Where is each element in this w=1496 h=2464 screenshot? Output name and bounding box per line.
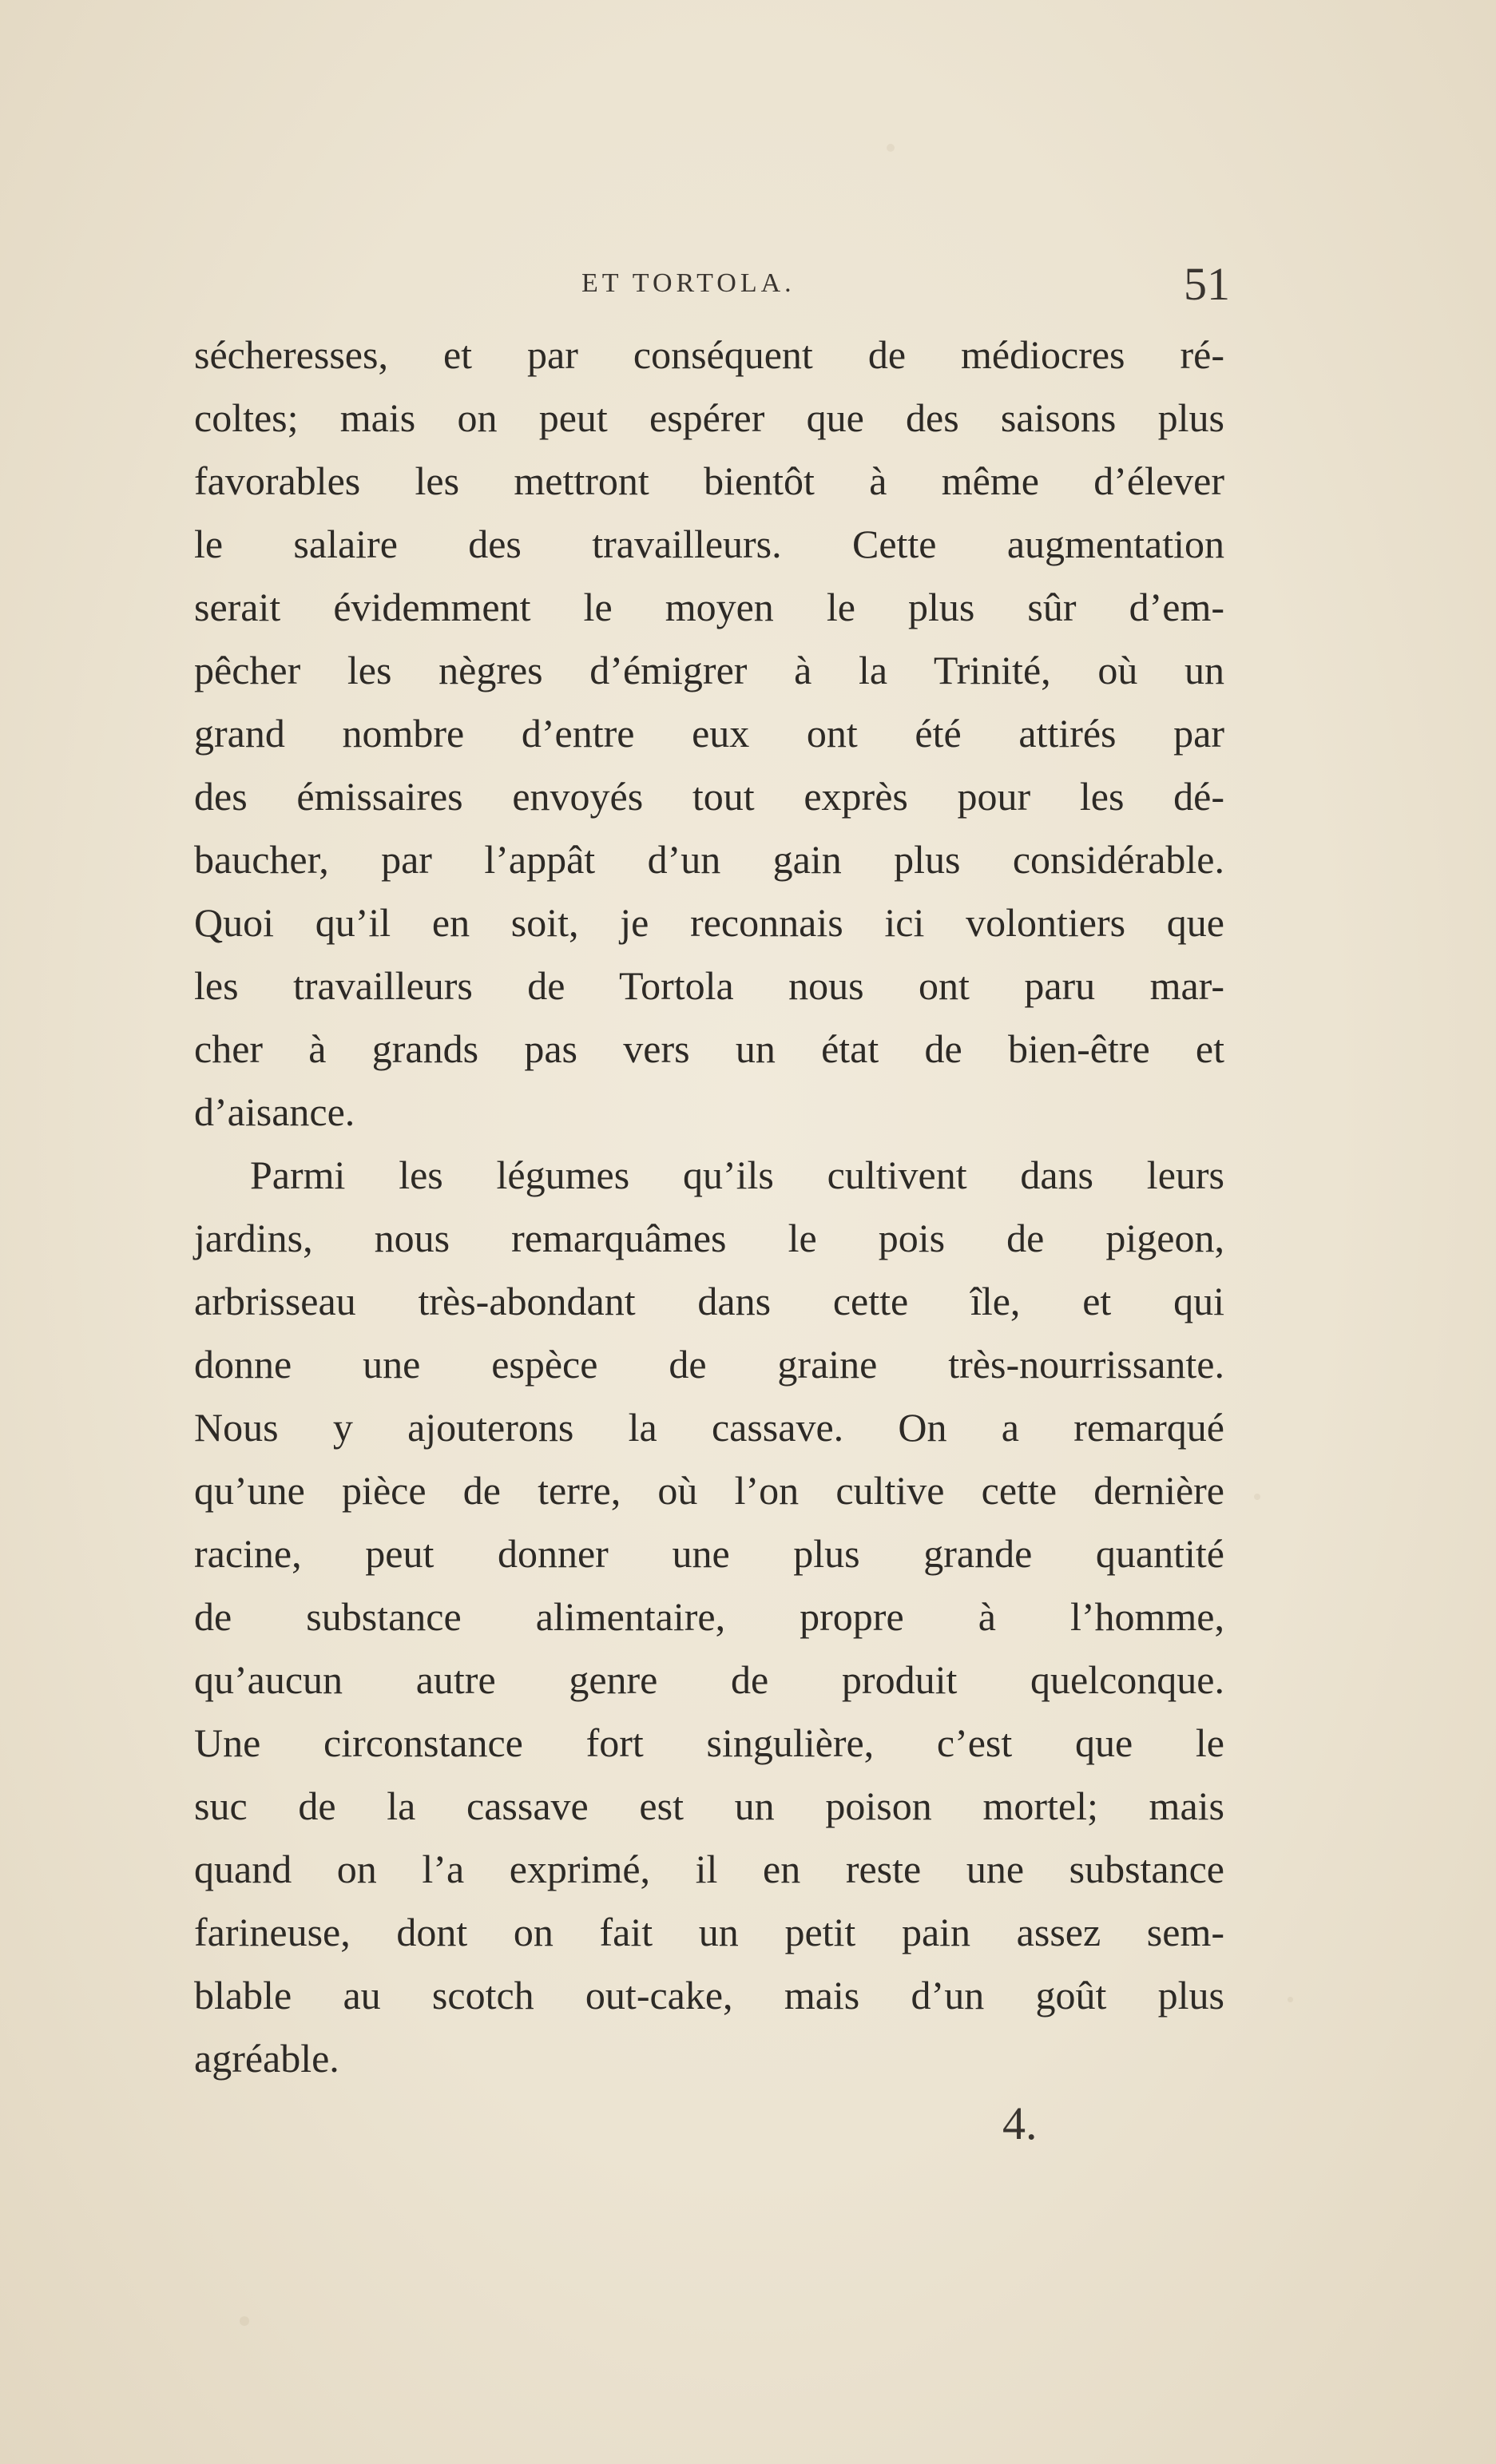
body-text — [194, 323, 1224, 2090]
text-line: de substance alimentaire, propre à l’homme, — [194, 1594, 1224, 1639]
text-line: quand on l’a exprimé, il en reste une substance — [194, 1847, 1224, 1891]
text-line: arbrisseau très-abondant dans cette île, et qui — [194, 1279, 1224, 1323]
text-line: grand nombre d’entre eux ont été attirés par — [194, 711, 1224, 756]
text-line: agréable. — [194, 2036, 339, 2081]
text-line: suc de la cassave est un poison mortel; mais — [194, 1784, 1224, 1828]
text-line: les travailleurs de Tortola nous ont paru mar- — [194, 963, 1224, 1008]
text-line: farineuse, dont on fait un petit pain assez sem- — [194, 1910, 1224, 1954]
text-line: sécheresses, et par conséquent de médiocres ré- — [194, 332, 1224, 377]
running-title: ET TORTOLA. — [581, 268, 796, 298]
text-line: Une circonstance fort singulière, c’est que le — [194, 1720, 1224, 1765]
text-line: Quoi qu’il en soit, je reconnais ici volontiers que — [194, 900, 1224, 945]
text-line: favorables les mettront bientôt à même d’élever — [194, 458, 1224, 503]
text-line: coltes; mais on peut espérer que des saisons plus — [194, 395, 1224, 440]
signature-mark: 4. — [1002, 2097, 1038, 2149]
text-line: jardins, nous remarquâmes le pois de pigeon, — [194, 1216, 1224, 1260]
text-line: qu’une pièce de terre, où l’on cultive cette dernière — [194, 1468, 1224, 1513]
text-line: donne une espèce de graine très-nourrissante. — [194, 1342, 1224, 1387]
text-line: serait évidemment le moyen le plus sûr d’em- — [194, 585, 1224, 629]
text-line: qu’aucun autre genre de produit quelconque. — [194, 1657, 1224, 1702]
text-line: baucher, par l’appât d’un gain plus considérable. — [194, 837, 1224, 882]
text-line: blable au scotch out-cake, mais d’un goût plus — [194, 1973, 1224, 2018]
page-number: 51 — [1184, 258, 1230, 310]
text-line: cher à grands pas vers un état de bien-être et — [194, 1026, 1224, 1071]
text-line: racine, peut donner une plus grande quantité — [194, 1531, 1224, 1576]
text-line: le salaire des travailleurs. Cette augmentation — [194, 522, 1224, 566]
text-line: des émissaires envoyés tout exprès pour les dé- — [194, 774, 1224, 819]
running-header — [192, 258, 1230, 311]
paragraph-first-line: Parmi les légumes qu’ils cultivent dans leurs — [250, 1153, 1224, 1197]
text-line: d’aisance. — [194, 1089, 355, 1134]
text-line: Nous y ajouterons la cassave. On a remarqué — [194, 1405, 1224, 1450]
text-line: pêcher les nègres d’émigrer à la Trinité, où un — [194, 648, 1224, 692]
